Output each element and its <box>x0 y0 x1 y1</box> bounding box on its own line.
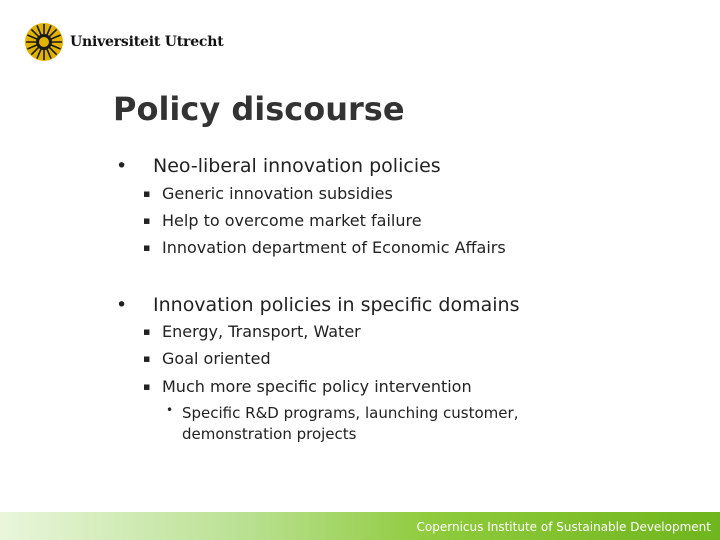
list-item-text: Energy, Transport, Water <box>162 322 361 341</box>
bullet-square: ▪ <box>143 325 151 338</box>
bullet-square: ▪ <box>143 380 151 393</box>
slide-title: Policy discourse <box>113 90 405 128</box>
sub-list-item-text: Specific R&D programs, launching customer, demonstration projects <box>182 404 519 443</box>
bullet-square: ▪ <box>143 187 151 200</box>
bullet-square: ▪ <box>143 214 151 227</box>
list-item-text: Help to overcome market failure <box>162 211 422 230</box>
bullet-square: ▪ <box>143 241 151 254</box>
bullet-square: ▪ <box>143 352 151 365</box>
list-item-text: Goal oriented <box>162 349 271 368</box>
bullet-dot: • <box>116 294 128 316</box>
section-heading: Neo-liberal innovation policies <box>153 155 441 177</box>
university-logo <box>24 22 224 62</box>
list-item-text: Much more specific policy intervention <box>162 377 472 396</box>
logo-text: Universiteit Utrecht <box>70 34 224 50</box>
bullet-small-dot: • <box>166 403 174 417</box>
footer-text: Copernicus Institute of Sustainable Development <box>416 520 711 534</box>
list-item-text: Generic innovation subsidies <box>162 184 393 203</box>
section-heading: Innovation policies in specific domains <box>153 294 520 316</box>
list-item-text: Innovation department of Economic Affairs <box>162 238 506 257</box>
bullet-dot: • <box>116 155 128 177</box>
sun-seal-icon <box>24 22 64 62</box>
footer-bar <box>0 512 720 540</box>
